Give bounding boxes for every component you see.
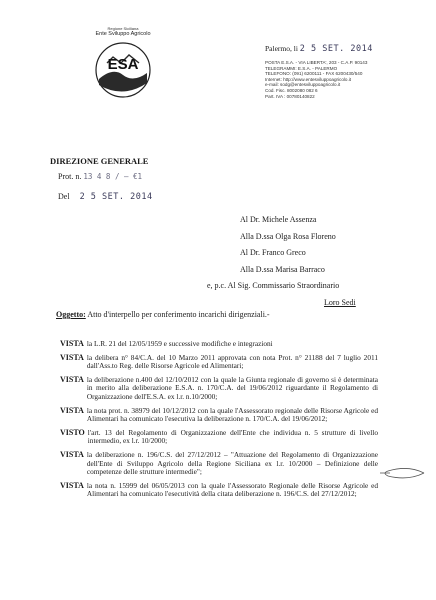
department-heading: DIREZIONE GENERALE	[50, 156, 149, 166]
paragraph-keyword: VISTA	[60, 480, 84, 490]
loro-sedi: Loro Sedi	[324, 297, 356, 307]
paragraph-keyword: VISTA	[60, 405, 84, 415]
paragraph-text: la nota n. 15999 del 06/05/2013 con la quale l'Assessorato Regionale delle Risorse Agricole ed Alimentari ha comunicato l'esecutività della citata deliberazione n. 196/C.S. del 27/12/2012;	[86, 480, 378, 499]
address-line: e-mail: sodg@entesviluppoagricolo.it	[265, 82, 341, 88]
date-prefix: Palermo, li	[265, 44, 298, 53]
esa-logo-icon	[93, 39, 153, 101]
subject-line	[56, 310, 270, 319]
paragraph-text: la deliberazione n.400 del 12/10/2012 con la quale la Giunta regionale di governo si è determinata in merito alla deliberazione E.S.A. n. 170/C.A. del 19/06/2012 riguardante il Regolamento di Organizzazione dell'E.S.A. ex l.r. n.10/2000;	[86, 374, 378, 401]
address-line: Part. IVA : 00780140822	[265, 93, 315, 99]
logo-ente-text: Ente Sviluppo Agricolo	[95, 31, 151, 37]
date-line	[265, 44, 373, 54]
subject-text: Atto d'interpello per conferimento incarichi dirigenziali.-	[87, 310, 270, 319]
recipient: Alla D.ssa Marisa Barraco	[240, 264, 325, 274]
loro-sedi-line	[324, 295, 356, 312]
date-stamp: 2 5 SET. 2014	[299, 44, 373, 54]
recipient: Al Dr. Michele Assenza	[240, 215, 317, 224]
paragraph-text: la delibera n° 84/C.A. del 10 Marzo 2011 approvata con nota Prot. n° 21188 del 7 luglio 2011 dall'Ass.to Reg. delle Risorse Agricole ed Alimentari;	[86, 352, 378, 371]
subject-label: Oggetto:	[56, 310, 86, 319]
protocol-line	[58, 172, 142, 181]
margin-arrow-icon	[378, 463, 428, 483]
paragraph-text: la nota prot. n. 38979 del 10/12/2012 con la quale l'Assessorato regionale delle Risorse Agricole ed Alimentari ha comunicato l'esecutiva la deliberazione n. 170/C.A. del 19/06/2012;	[86, 405, 378, 424]
address-line: Cod. Fisc. 8002080 082 6	[265, 87, 318, 93]
recipient: Al Dr. Franco Greco	[240, 248, 306, 258]
whereas-paragraph	[60, 482, 378, 499]
protocol-number: 13 4 8 / — €1	[83, 172, 143, 181]
paragraph-text: la L.R. 21 del 12/05/1959 e successive modifiche e integrazioni	[86, 339, 273, 348]
cc-prefix: e, p.c.	[207, 281, 227, 291]
whereas-paragraph	[60, 354, 378, 371]
document-body	[60, 340, 378, 504]
letterhead-logo	[86, 26, 160, 101]
paragraph-keyword: VISTO	[60, 427, 85, 437]
whereas-paragraph	[60, 376, 378, 402]
paragraph-text: l'art. 13 del Regolamento di Organizzazione dell'Ente che individua n. 5 strutture di livello intermedio, ex l.r. 10/2000;	[87, 427, 378, 446]
cc-recipient	[207, 278, 356, 295]
address-line: TELEGRAMMI: E.S.A. - PALERMO	[265, 65, 338, 71]
date-of-protocol	[58, 192, 153, 202]
paragraph-keyword: VISTA	[60, 374, 84, 384]
cc-recipient-name: Al Sig. Commissario Straordinario	[227, 281, 340, 291]
address-block	[265, 60, 415, 99]
whereas-paragraph	[60, 451, 378, 477]
address-line: TELEFONO: (091) 6200111 - FAX 6200430/540	[265, 71, 363, 77]
paragraph-keyword: VISTA	[60, 449, 84, 459]
del-label: Del	[58, 192, 70, 201]
recipient: Alla D.ssa Olga Rosa Floreno	[240, 231, 336, 241]
recipients-block	[207, 212, 356, 312]
paragraph-keyword: VISTA	[60, 352, 84, 362]
paragraph-keyword: VISTA	[60, 339, 84, 348]
logo-mark-text: ESA	[107, 56, 139, 73]
protocol-label: Prot. n.	[58, 172, 82, 181]
whereas-paragraph	[60, 340, 378, 349]
paragraph-text: la deliberazione n. 196/C.S. del 27/12/2012 – "Attuazione del Regolamento di Organizzazione dell'Ente di Sviluppo Agricolo della Regione Siciliana ex l.r. 10/2000 – Definizione delle competenze delle strutture intermedie";	[86, 449, 378, 477]
whereas-paragraph	[60, 407, 378, 424]
logo-region-text: Regione Siciliana	[107, 26, 139, 31]
del-stamp: 2 5 SET. 2014	[79, 192, 153, 202]
whereas-paragraph	[60, 429, 378, 446]
address-line: Internet: http://www.entesviluppoagricolo.it	[265, 76, 352, 82]
address-line: POSTA E.S.A. - VIA LIBERTA', 203 - C.A.P. 90143	[265, 60, 368, 65]
